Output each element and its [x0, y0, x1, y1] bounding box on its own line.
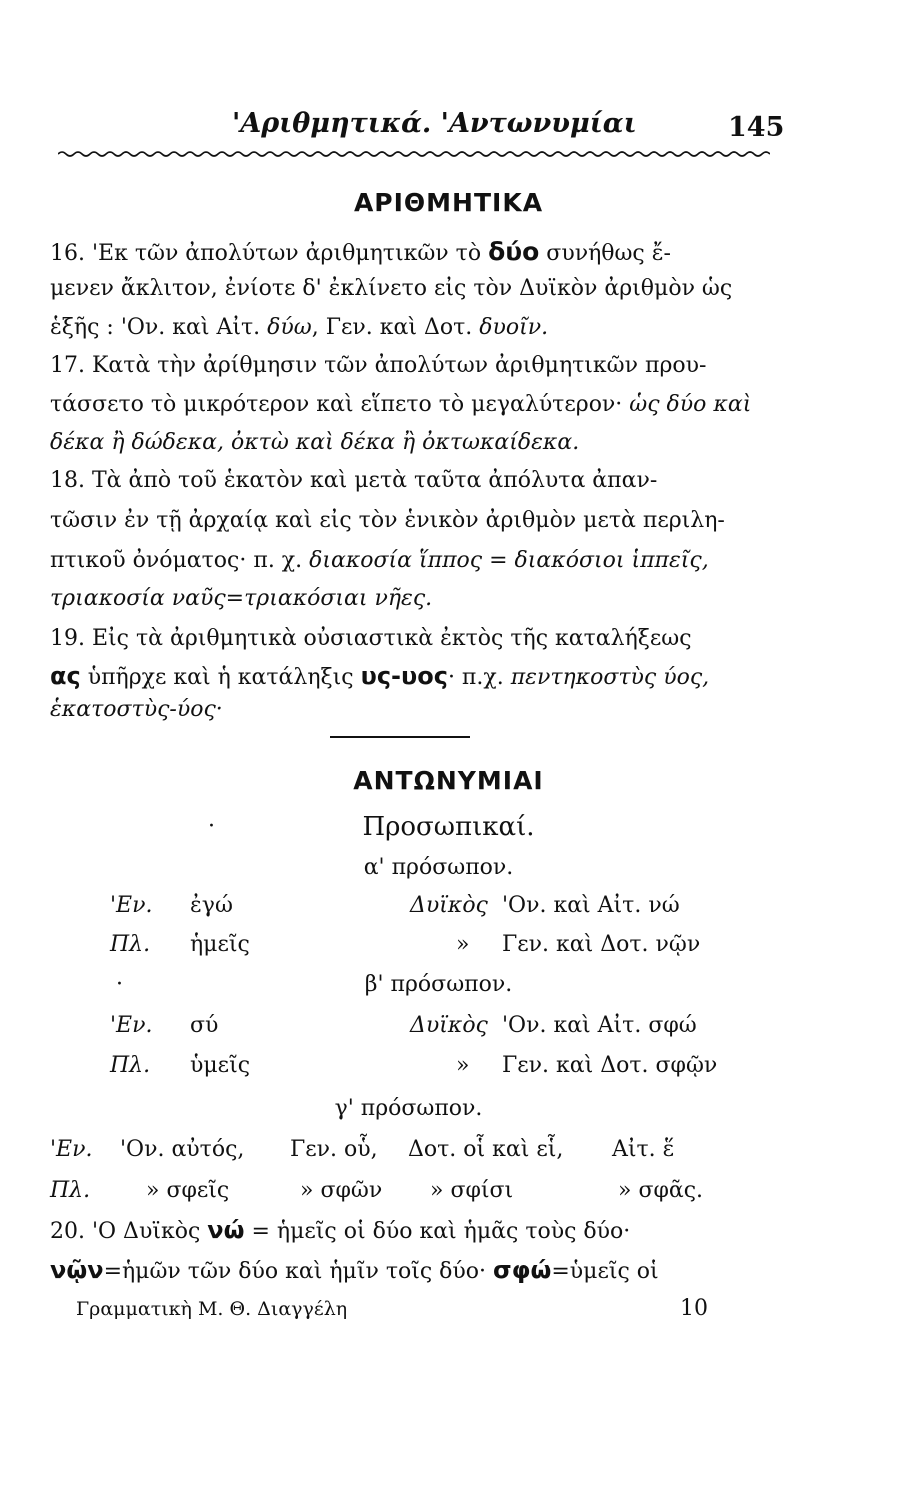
- third-person-label: γ' πρόσωπον.: [334, 1096, 483, 1121]
- italic-example: ὡς δύο καὶ: [629, 392, 752, 417]
- bold-ending: υς-υος: [360, 662, 448, 690]
- paragraph-16-line-3: [50, 315, 770, 340]
- first-person-label: α' πρόσωπον.: [363, 855, 514, 880]
- number-label-singular: 'Εν.: [50, 1137, 93, 1162]
- signature-number: 10: [680, 1296, 708, 1321]
- paragraph-17-line-3: δέκα ἢ δώδεκα, ὀκτὼ καὶ δέκα ἢ ὀκτωκαίδεκα.: [50, 430, 580, 455]
- number-label-plural: Πλ.: [50, 1178, 91, 1203]
- paragraph-18-line-2: τῶσιν ἐν τῇ ἀρχαίᾳ καὶ εἰς τὸν ἑνικὸν ἀριθμὸν μετὰ περιλη-: [50, 508, 725, 533]
- number-label-plural: Πλ.: [110, 1053, 151, 1078]
- paragraph-18-line-3: [50, 548, 770, 573]
- dual-forms: Γεν. καὶ Δοτ. σφῷν: [502, 1053, 718, 1078]
- case-form: » σφίσι: [430, 1178, 514, 1203]
- section-heading-numerals: ΑΡΙΘΜΗΤΙΚΑ: [353, 188, 544, 217]
- pronoun-form: ἐγώ: [190, 893, 233, 918]
- header-wavy-rule: [58, 148, 770, 160]
- text-run: =ὑμεῖς οἱ: [551, 1259, 659, 1284]
- dual-forms: Γεν. καὶ Δοτ. νῷν: [502, 932, 701, 957]
- text-run: 20. 'Ο Δυϊκὸς: [50, 1219, 208, 1244]
- case-form: » σφῶν: [300, 1178, 383, 1203]
- bold-term: νώ: [207, 1216, 245, 1244]
- case-form: Αἰτ. ἕ: [612, 1137, 675, 1162]
- italic-example: διακοσία ἵππος = διακόσιοι ἱππεῖς,: [309, 548, 709, 573]
- text-run: τάσσετο τὸ μικρότερον καὶ εἵπετο τὸ μεγαλύτερον·: [50, 392, 630, 417]
- paragraph-17-line-2: [50, 392, 770, 417]
- bold-ending: ας: [50, 662, 81, 690]
- dual-forms: 'Ον. καὶ Αἰτ. σφώ: [502, 1013, 697, 1038]
- paragraph-19-line-2: [50, 662, 770, 690]
- paragraph-16-line-2: μενεν ἄκλιτον, ἐνίοτε δ' ἐκλίνετο εἰς τὸν Δυϊκὸν ἀριθμὸν ὡς: [50, 276, 733, 301]
- subheading-personal: Προσωπικαί.: [362, 812, 535, 842]
- dual-label: Δυϊκὸς: [410, 893, 488, 918]
- paragraph-18-line-4: τριακοσία ναῦς=τριακόσιαι νῆες.: [50, 586, 433, 611]
- number-label-plural: Πλ.: [110, 932, 151, 957]
- case-form: » σφεῖς: [146, 1178, 230, 1203]
- ditto-mark: »: [456, 932, 470, 957]
- section-divider: [330, 736, 470, 738]
- text-run: , Γεν. καὶ Δοτ.: [311, 315, 480, 340]
- paragraph-20-line-1: [50, 1216, 770, 1244]
- running-header-title: 'Αριθμητικά. 'Αντωνυμίαι: [232, 108, 637, 139]
- number-label-singular: 'Εν.: [110, 1013, 153, 1038]
- dual-forms: 'Ον. καὶ Αἰτ. νώ: [502, 893, 680, 918]
- dual-label: Δυϊκὸς: [410, 1013, 488, 1038]
- italic-example: πεντηκοστὺς ύος,: [510, 665, 710, 690]
- pronoun-form: ἡμεῖς: [190, 932, 250, 957]
- case-form: 'Ον. αὐτός,: [120, 1137, 245, 1162]
- bold-term: σφώ: [493, 1256, 552, 1284]
- text-run: πτικοῦ ὀνόματος· π. χ.: [50, 548, 310, 573]
- case-form: Γεν. οὗ,: [290, 1137, 378, 1162]
- paragraph-20-line-2: [50, 1256, 770, 1284]
- text-run: 16. 'Εκ τῶν ἀπολύτων ἀριθμητικῶν τὸ: [50, 241, 489, 266]
- paragraph-18-line-1: 18. Τὰ ἀπὸ τοῦ ἑκατὸν καὶ μετὰ ταῦτα ἀπόλυτα ἀπαν-: [50, 468, 658, 493]
- text-run: =ἡμῶν τῶν δύο καὶ ἡμῖν τοῖς δύο·: [103, 1259, 494, 1284]
- case-form: » σφᾶς.: [618, 1178, 704, 1203]
- section-heading-pronouns: ΑΝΤΩΝΥΜΙΑΙ: [353, 766, 544, 795]
- text-run: = ἡμεῖς οἱ δύο καὶ ἡμᾶς τοὺς δύο·: [244, 1219, 631, 1244]
- emphasis-term: δύο: [488, 237, 540, 266]
- paragraph-16-line-1: [50, 237, 770, 266]
- footer-signature: Γραμματικὴ Μ. Θ. Διαγγέλη: [76, 1298, 348, 1320]
- second-person-label: β' πρόσωπον.: [364, 972, 513, 997]
- pronoun-form: ὑμεῖς: [190, 1053, 251, 1078]
- bold-term: νῷν: [50, 1256, 104, 1284]
- italic-form: δυοῖν.: [479, 315, 549, 340]
- pronoun-form: σύ: [190, 1013, 219, 1038]
- page-number: 145: [728, 112, 785, 143]
- text-run: ὑπῆρχε καὶ ἡ κατάληξις: [80, 665, 361, 690]
- number-label-singular: 'Εν.: [110, 893, 153, 918]
- paragraph-19-line-3: ἑκατοστὺς-ύος·: [50, 697, 223, 722]
- case-form: Δοτ. οἷ καὶ εἷ,: [408, 1137, 564, 1162]
- paragraph-17-line-1: 17. Κατὰ τὴν ἀρίθμησιν τῶν ἀπολύτων ἀριθμητικῶν πρου-: [50, 353, 707, 378]
- italic-form: δύω: [267, 315, 312, 340]
- paragraph-19-line-1: 19. Εἰς τὰ ἀριθμητικὰ οὐσιαστικὰ ἐκτὸς τῆς καταλήξεως: [50, 626, 692, 651]
- dot-mark: ·: [208, 814, 215, 839]
- text-run: συνήθως ἔ-: [539, 241, 671, 266]
- text-run: · π.χ.: [447, 665, 511, 690]
- text-run: ἑξῆς : 'Ον. καὶ Αἰτ.: [50, 315, 268, 340]
- stray-mark: ·: [116, 972, 123, 997]
- ditto-mark: »: [456, 1053, 470, 1078]
